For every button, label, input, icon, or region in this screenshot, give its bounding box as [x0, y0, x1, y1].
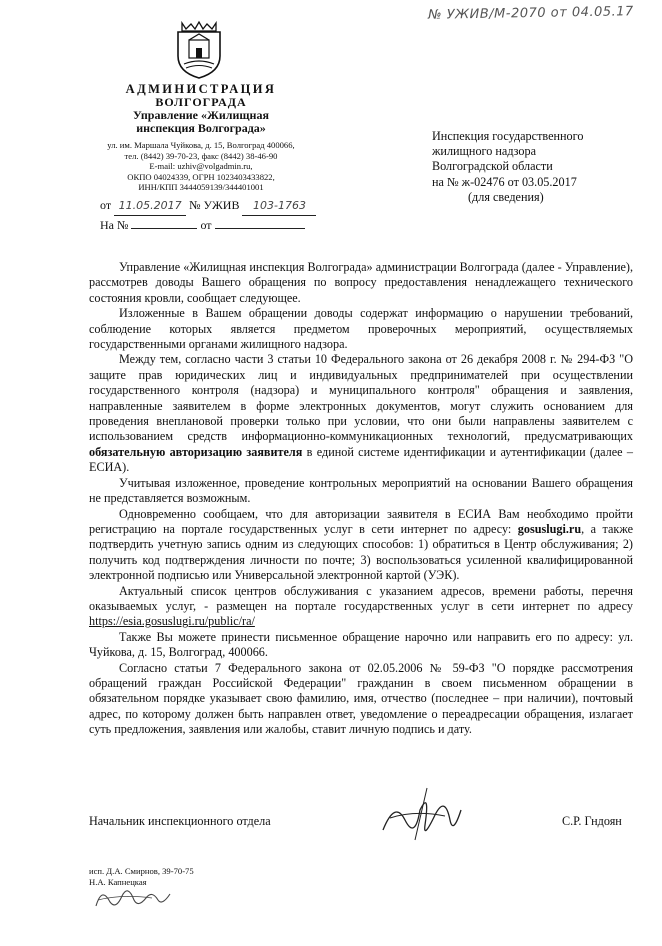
- org-department: Управление «Жилищная: [133, 108, 269, 122]
- outgoing-num: 103-1763: [242, 197, 316, 216]
- paragraph-7: Также Вы можете принести письменное обращение нарочно или направить его по адресу: ул. Чуйкова, д. 15, Волгоград, 400066.: [89, 629, 633, 660]
- addressee-block: [432, 129, 583, 205]
- paragraph-5: Одновременно сообщаем, что для авторизации заявителя в ЕСИА Вам необходимо пройти регистрацию на портале государственных услуг в сети интернет по адресу: gosuslugi.ru, а также подтвердить учетную запись одним из следующих способов: 1) обратиться в Центр обслуживания; 2) получить код подтверждения личности по почте; 3) воспользоваться усиленной квалифицированной электронной подписью или Универсальной электронной картой (УЭК).: [89, 506, 634, 583]
- registration-stamp: № УЖИВ/М-2070 от 04.05.17: [427, 4, 634, 23]
- outgoing-date: 11.05.2017: [114, 197, 186, 216]
- esia-link[interactable]: https://esia.gosuslugi.ru/public/ra/: [89, 614, 255, 629]
- paragraph-6: Актуальный список центров обслуживания с указанием адресов, времени работы, перечня оказываемых услуг, - размещен на портале государственных услуг в сети интернет по адресу https://esia.gosuslugi.ru/public/ra/: [89, 583, 633, 629]
- paragraph-4: Учитывая изложенное, проведение контрольных мероприятий на основании Вашего обращения не представляется возможным.: [89, 475, 633, 506]
- org-department-2: инспекция Волгограда»: [136, 121, 266, 135]
- organization-header: [96, 83, 306, 135]
- addressee-line-2: жилищного надзора: [432, 144, 537, 159]
- org-city: ВОЛГОГРАДА: [155, 95, 247, 109]
- number-label: № УЖИВ: [189, 198, 240, 212]
- paragraph-3: Между тем, согласно части 3 статьи 10 Федерального закона от 26 декабря 2008 г. № 294-ФЗ "О защите прав юридических лиц и индивидуальных предпринимателей при осуществлении государственного контроля (надзора) и муниципального контроля" обращения и заявления, направленные заявителем в форме электронных документов, могут служить основанием для проведения внеплановой проверки только при условии, что они были направлены заявителем с использованием средств информационно-коммуникационных технологий, предусматривающих обязательную авторизацию заявителя в единой системе идентификации и аутентификации (далее – ЕСИА).: [89, 352, 633, 475]
- handwritten-signature: [375, 780, 465, 850]
- org-inn: ИНН/КПП 3444059139/344401001: [138, 182, 264, 192]
- reference-label: На №: [100, 218, 129, 232]
- from-label: от: [100, 198, 112, 212]
- org-title: АДМИНИСТРАЦИЯ: [125, 82, 277, 96]
- reference-date-blank: [215, 228, 305, 229]
- reference-number-blank: [131, 228, 197, 229]
- org-okpo: ОКПО 04024339, ОГРН 1023403433822,: [127, 171, 275, 182]
- org-phone: тел. (8442) 39-70-23, факс (8442) 38-46-90: [124, 150, 278, 161]
- gosuslugi-site: gosuslugi.ru: [517, 521, 582, 536]
- executor-signature: [92, 876, 172, 916]
- org-contacts: [100, 140, 302, 193]
- addressee-line-3: Волгоградской области: [432, 159, 553, 174]
- org-email: E-mail: uzhiv@volgadmin.ru,: [149, 161, 253, 171]
- reference-from-label: от: [200, 218, 212, 232]
- paragraph-8: Согласно статьи 7 Федерального закона от 02.05.2006 № 59-ФЗ "О порядке рассмотрения обращений граждан Российской Федерации" гражданин в своем письменном обращении в обязательном порядке указывает свою фамилию, имя, отчество (последнее – при наличии), почтовый адрес, по которому должен быть направлен ответ, уведомление о переадресации обращения, излагает суть предложения, заявления или жалобы, ставит личную подпись и дату.: [89, 660, 633, 737]
- signatory-name: С.Р. Гндоян: [562, 814, 622, 828]
- bold-authorization: обязательную авторизацию заявителя: [89, 444, 303, 459]
- addressee-reference: на № ж-02476 от 03.05.2017: [432, 174, 577, 189]
- addressee-note: (для сведения): [468, 189, 544, 204]
- signatory-position: Начальник инспекционного отдела: [89, 814, 271, 828]
- paragraph-1: Управление «Жилищная инспекция Волгограда» администрации Волгограда (далее - Управление), рассмотрев доводы Вашего обращения по вопросу предоставления ненадлежащего технического состояния кровли, сообщает следующее.: [89, 260, 633, 305]
- letter-body: [89, 260, 633, 738]
- paragraph-2: Изложенные в Вашем обращении доводы содержат информацию о нарушении требований, соблюдение которых является предметом проверочных мероприятий, осуществляемых государственными органами жилищного надзора.: [89, 306, 633, 352]
- outgoing-number: [100, 196, 316, 234]
- org-address: ул. им. Маршала Чуйкова, д. 15, Волгоград 400066,: [107, 140, 295, 150]
- coat-of-arms-emblem: [174, 20, 224, 80]
- executor-line-2: Н.А. Капнецкая: [89, 876, 147, 887]
- addressee-line-1: Инспекция государственного: [432, 129, 584, 143]
- executor-line-1: исп. Д.А. Смирнов, 39-70-75: [89, 866, 194, 876]
